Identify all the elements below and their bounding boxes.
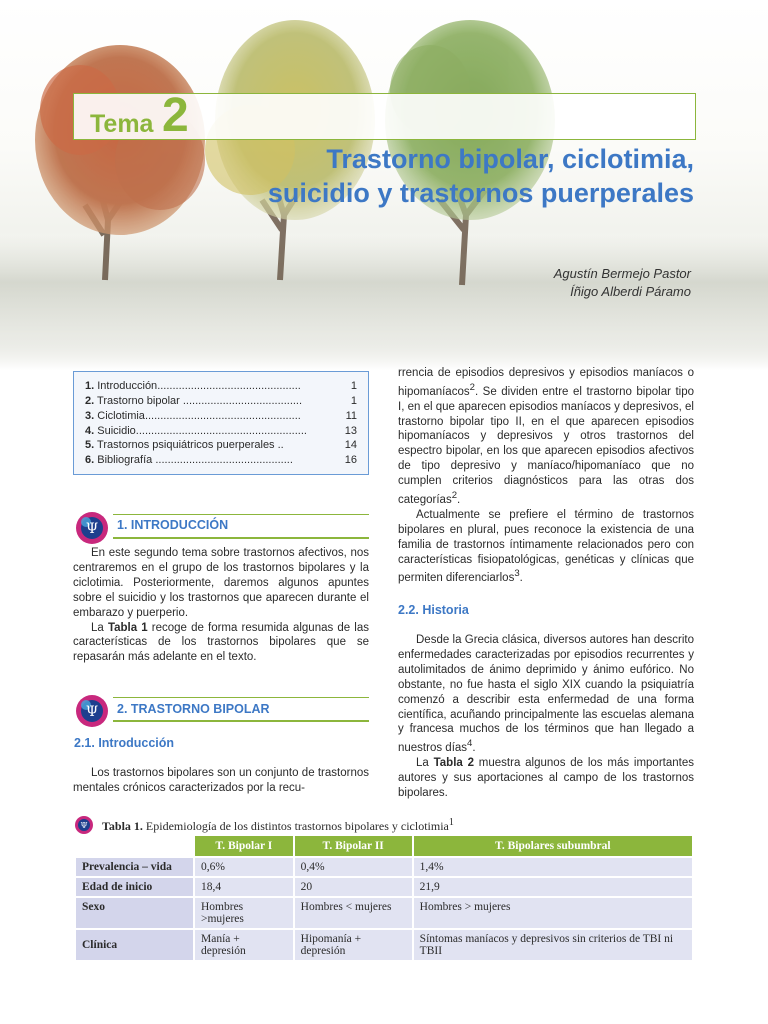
author-2: Íñigo Alberdi Páramo [570, 284, 691, 299]
subsection-heading: 2.2. Historia [398, 603, 469, 617]
svg-text:Ψ: Ψ [85, 521, 99, 537]
table-cell: 1,4% [413, 857, 693, 877]
section-rule [113, 537, 369, 539]
section-rule [113, 514, 369, 515]
section-rule [113, 720, 369, 722]
row-label: Edad de inicio [75, 877, 194, 897]
table-row [75, 929, 693, 961]
psi-icon [74, 510, 110, 546]
paragraph: Actualmente se prefiere el término de trastornos bipolares en plural, pues reconoce la existencia de una familia de trastornos íntimamente relacionados pero con características fisiopatológicas, genéticas y clínicas que permiten diferenciarlos$^3$. [398, 508, 694, 585]
paragraph: La Tabla 1 recoge de forma resumida algunas de las características de los trastornos bipolares que se repasarán más adelante en el texto. [73, 621, 369, 664]
table-cell: Hipomanía + depresión [294, 929, 413, 961]
section-rule [113, 697, 369, 698]
svg-text:Ψ: Ψ [80, 821, 88, 830]
table-cell: Síntomas maníacos y depresivos sin criterios de TBI ni TBII [413, 929, 693, 961]
toc-item[interactable]: 2. Trastorno bipolar ....................................... 1 [85, 395, 357, 407]
table-cell: 0,4% [294, 857, 413, 877]
table-cell: 18,4 [194, 877, 294, 897]
table-header-row [75, 835, 693, 857]
toc-item[interactable]: 1. Introducción............................................... 1 [85, 380, 357, 392]
document-title [134, 142, 694, 210]
table-of-contents [73, 371, 369, 475]
table-cell: Hombres < mujeres [294, 897, 413, 929]
chapter-number: 2 [162, 89, 189, 142]
row-label: Prevalencia – vida [75, 857, 194, 877]
row-label: Sexo [75, 897, 194, 929]
table-row [75, 897, 693, 929]
intro-text [73, 546, 369, 665]
table-header-cell: T. Bipolar I [194, 835, 294, 857]
paragraph: La Tabla 2 muestra algunos de los más importantes autores y sus aportaciones al campo de los trastornos bipolares. [398, 757, 694, 799]
row-label: Clínica [75, 929, 194, 961]
history-text [398, 633, 694, 801]
title-line-1: Trastorno bipolar, ciclotimia, [326, 144, 694, 174]
author-1: Agustín Bermejo Pastor [553, 266, 691, 281]
paragraph: rrencia de episodios depresivos y episodios maníacos o hipomaníacos$^2$. Se dividen entre el trastorno bipolar tipo I, en el que aparecen episodios maníacos y depresivos, el trastorno bipolar tipo II, en el que aparecen episodios hipomaníacos y depresivos y otros trastornos del espectro bipolar, en los que aparecen episodios afectivos de tipo depresivo y maníaco/hipomaníaco que no cumplen criterios diagnósticos para las otras dos categorías$^2$. [398, 367, 694, 506]
table-cell: Manía + depresión [194, 929, 294, 961]
paragraph: En este segundo tema sobre trastornos afectivos, nos centraremos en el grupo de los trastornos bipolares y la ciclotimia. Posteriormente, daremos algunos apuntes sobre el suicidio y los trastornos que aparecen durante el embarazo y puerperio. [73, 547, 369, 619]
right-column-text [398, 366, 694, 586]
table-cell: 20 [294, 877, 413, 897]
svg-text:Ψ: Ψ [85, 704, 99, 720]
table-header-cell: T. Bipolares subumbral [413, 835, 693, 857]
table-header-cell: T. Bipolar II [294, 835, 413, 857]
table-cell: Hombres > mujeres [413, 897, 693, 929]
toc-item[interactable]: 4. Suicidio........................................................ 13 [85, 425, 357, 437]
section-heading: 2. TRASTORNO BIPOLAR [117, 702, 270, 716]
toc-item[interactable]: 3. Ciclotimia................................................... 11 [85, 410, 357, 422]
table-row [75, 857, 693, 877]
bipolar-intro-text [73, 766, 369, 796]
table-row [75, 877, 693, 897]
section-heading: 1. INTRODUCCIÓN [117, 518, 229, 532]
toc-item[interactable]: 5. Trastornos psiquiátricos puerperales .. 14 [85, 439, 357, 451]
chapter-label: Tema [90, 110, 154, 138]
toc-item[interactable]: 6. Bibliografía ............................................. 16 [85, 454, 357, 466]
psi-icon [74, 815, 94, 835]
paragraph: Los trastornos bipolares son un conjunto de trastornos mentales crónicos caracterizados por la recu- [73, 767, 369, 794]
table-caption: Tabla 1. Epidemiología de los distintos trastornos bipolares y ciclotimia$^1$ [102, 817, 454, 833]
table-cell: Hombres >mujeres [194, 897, 294, 929]
paragraph: Desde la Grecia clásica, diversos autores han descrito enfermedades caracterizadas por episodios recurrentes y autolimitados de ánimo deprimido y ánimo eufórico. No obstante, no fue hasta el siglo XIX cuando la psiquiatría comenzó a describir esta enfermedad de una forma científica, acuñando principalmente las escuelas alemana y francesa muchos de los términos que han llegado a nuestros días$^4$. [398, 634, 694, 755]
subsection-heading: 2.1. Introducción [74, 736, 175, 750]
table-header-cell [75, 835, 194, 857]
title-line-2: suicidio y trastornos puerperales [267, 178, 694, 208]
psi-icon [74, 693, 110, 729]
epidemiology-table [74, 834, 694, 962]
table-cell: 21,9 [413, 877, 693, 897]
table-cell: 0,6% [194, 857, 294, 877]
